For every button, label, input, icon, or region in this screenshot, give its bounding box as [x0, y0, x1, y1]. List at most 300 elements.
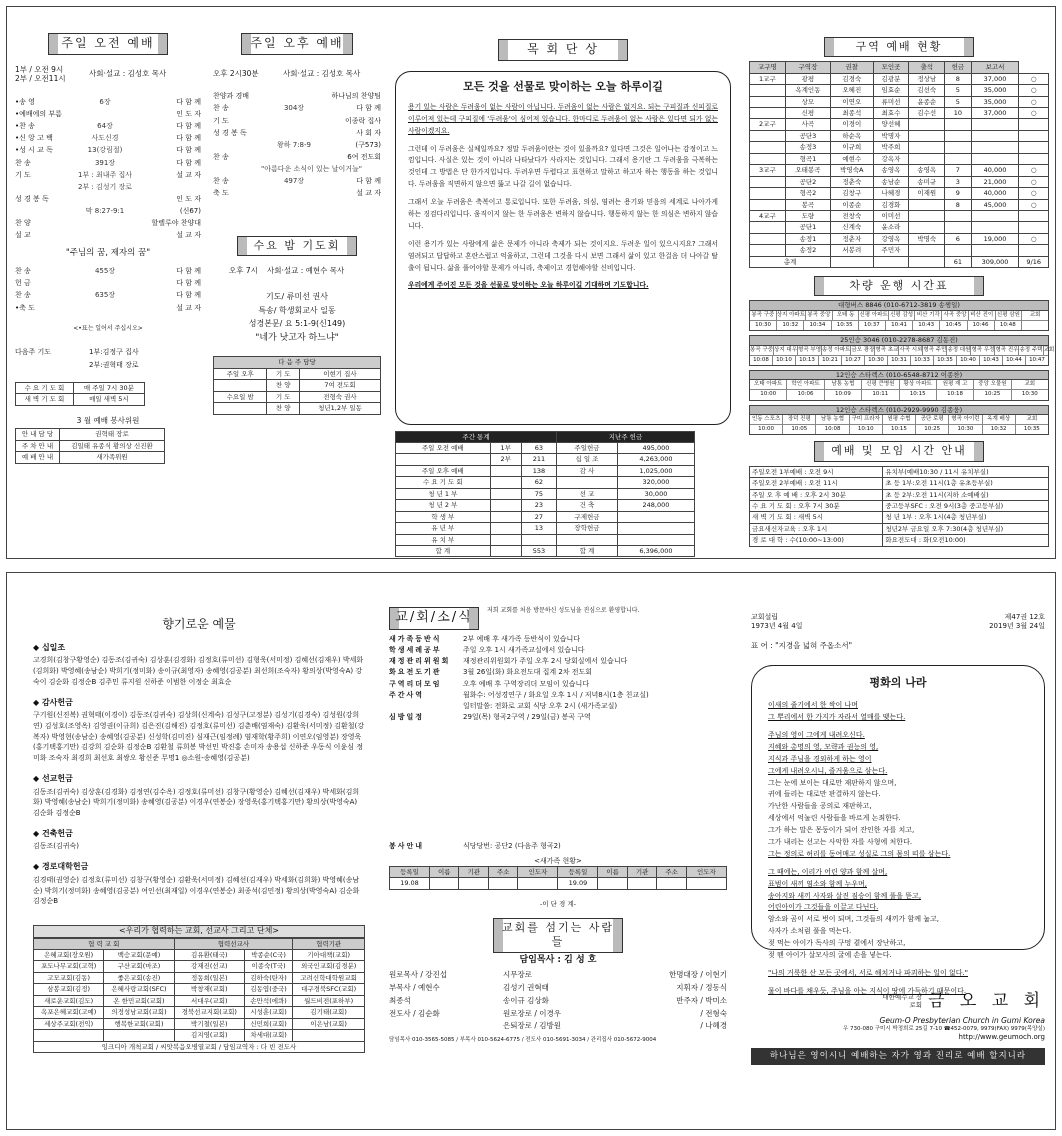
- district-row-cell: [971, 142, 1019, 153]
- partner-row: [34, 1018, 365, 1029]
- district-row: [750, 199, 1049, 210]
- stats-row: [396, 443, 695, 454]
- district-row-cell: 하순옥: [831, 130, 874, 141]
- bus-stop: 봉곡 구중: [750, 346, 774, 355]
- stats-row-cell: 주일 오후 예배: [396, 465, 491, 476]
- bus-time: 10:21: [819, 356, 842, 365]
- news-item-text: 29일(목) 형곡2구역 / 29일(금) 봉곡 구역: [463, 713, 591, 722]
- worship-order-item: [15, 183, 201, 192]
- founded-date: 1973년 4월 4일: [751, 622, 803, 631]
- district-row-cell: 4교구: [750, 210, 786, 221]
- duty-row-cell: 기 도: [267, 368, 300, 379]
- duty-row-cell: 7여 전도회: [299, 380, 380, 391]
- scripture-banner: 하나님은 영이시니 예배하는 자가 영과 진리로 예배 할지니라: [751, 1048, 1045, 1065]
- guide-table: [15, 428, 165, 463]
- poem-line: 지식과 주님을 경외하게 하는 영이: [768, 754, 872, 763]
- bus-time: 10:47: [1029, 356, 1045, 363]
- district-row: [750, 73, 1049, 84]
- worship-order-item-cell: •축 도: [15, 303, 35, 312]
- next-prayer-row: [15, 361, 201, 370]
- partner-row-cell: 신민희(교회): [244, 1018, 292, 1029]
- district-row-cell: 신평: [785, 108, 830, 119]
- district-total-cell: 9/16: [1019, 256, 1049, 267]
- offering-section-title: ◆ 감사헌금: [33, 697, 73, 707]
- news-item: [389, 701, 727, 712]
- worship-order-item: [213, 141, 381, 150]
- district-row-cell: 정춘자: [831, 233, 874, 244]
- district-row: [750, 142, 1049, 153]
- district-row-cell: 나혜경: [873, 188, 909, 199]
- news-item-label: 학생세례공부: [389, 646, 442, 655]
- column-header: 헌금: [945, 62, 971, 73]
- next-prayer: [15, 348, 201, 369]
- pastor-paragraph: 용기 있는 사람은 두려움이 없는 사람이 아닙니다. 두려움이 없는 사람은 없지요. 되는 구피질과 신피질로 이루어져 있는데 구피질에 '두려움'이 심어져 있습니다. 한마디로 두려움이 없는 사람은 있다면 되가 없는 사람이겠지요.: [408, 102, 718, 135]
- district-row-cell: ○: [1019, 188, 1049, 199]
- poem-line: 주님의 영이 그에게 내려오신다.: [768, 731, 865, 740]
- news-item-label: 재정관리위원회: [389, 657, 451, 666]
- district-row-cell: 양선혜: [873, 119, 909, 130]
- new-member-cell: 19.08: [390, 878, 430, 889]
- bus-stop: 남통 농협: [816, 415, 849, 424]
- bus-time: 10:34: [804, 321, 831, 330]
- poem-line: 이새의 줄기에서 한 싹이 나며: [768, 701, 859, 710]
- bus-time: 10:35: [934, 356, 957, 365]
- staff-row: [389, 1021, 727, 1031]
- district-total-cell: 309,000: [971, 256, 1019, 267]
- stats-row-cell: [557, 534, 618, 545]
- duty-row: [214, 391, 381, 402]
- district-row-cell: [971, 130, 1019, 141]
- district-row-cell: [750, 233, 786, 244]
- staff-cell: 한명대장 / 이현기: [668, 970, 727, 980]
- stats-row: [396, 477, 695, 488]
- bus-stop: 금오 광장: [851, 346, 875, 355]
- district-row-cell: 8: [945, 73, 971, 84]
- worship-order-item-cell: 헌 금: [15, 279, 31, 288]
- bus-route: [749, 405, 1049, 436]
- stats-row-cell: 62: [521, 477, 556, 488]
- bus-stop: 형곡 아이런: [949, 415, 982, 424]
- district-row-cell: [909, 222, 945, 233]
- worship-order-item: [15, 146, 201, 155]
- bus-stop: 봉곡 중앙: [806, 311, 833, 320]
- worship-order-item-cell: [63, 219, 147, 228]
- staff-cell: 부목사 / 예현수: [389, 983, 440, 993]
- partner-row-cell: 월드비전(포하부): [293, 995, 365, 1006]
- founded-label: 교회설립: [751, 613, 779, 621]
- duty-row-cell: 청년1,2부 일동: [299, 403, 380, 414]
- afternoon-time: 오후 2시30분: [213, 68, 259, 78]
- bus-time: 10:05: [783, 425, 816, 434]
- partner-row-cell: 김지영(교회): [174, 1030, 244, 1041]
- district-row-cell: 40,000: [971, 188, 1019, 199]
- district-row-cell: 박주희: [873, 142, 909, 153]
- bus-stop: 상지 아파트: [777, 311, 806, 320]
- district-row-cell: [945, 153, 971, 164]
- meeting-row-cell: 금요새신자교육 : 오후 1시: [750, 523, 883, 534]
- worship-order-item-cell: 설 교 자: [356, 189, 381, 198]
- district-row-cell: [1019, 130, 1049, 141]
- partner-row-cell: 좋은교회(송진): [104, 972, 174, 983]
- morning-order-list: [15, 98, 201, 240]
- duty-row-cell: [214, 380, 267, 391]
- worship-order-item-cell: •찬 송: [15, 122, 35, 131]
- district-row-cell: 김선숙: [909, 85, 945, 96]
- bus-time: 10:06: [787, 390, 824, 399]
- worship-order-item-cell: 막 8:27-9:1: [85, 206, 125, 215]
- stats-row: [396, 545, 695, 556]
- bus-time: 10:33: [911, 356, 934, 365]
- news-item-text: 주일 오후 1시 새가족교실에서 있습니다: [463, 646, 585, 655]
- stats-row-cell: [490, 511, 521, 522]
- poem-line: 그는 정의로 허리를 동여매고 성실로 그의 몸의 띠를 삼는다.: [768, 849, 951, 858]
- worship-order-item-cell: 찬 송: [15, 158, 31, 167]
- stats-row-cell: [396, 454, 491, 465]
- staff-list: [389, 970, 727, 1031]
- bus-time: 10:45: [940, 321, 967, 330]
- partner-row-cell: 이종숙(T국): [244, 961, 292, 972]
- district-row: [750, 222, 1049, 233]
- meeting-row-cell: 유치부(예배10:30 / 11시 유치부실): [883, 466, 1049, 477]
- stats-row-cell: 장학헌금: [557, 523, 618, 534]
- worship-order-item-cell: 사 회 자: [356, 128, 381, 137]
- bus-time: 10:35: [1023, 426, 1040, 433]
- news-item-label: 새가족등반식: [389, 634, 442, 643]
- partner-row-cell: 행복한교회(교회): [104, 1018, 174, 1029]
- district-row-cell: 김광분: [873, 73, 909, 84]
- district-row-cell: 전창숙: [831, 210, 874, 221]
- worship-order-item: [15, 219, 201, 228]
- guide-row-cell: 예 배 안 내: [16, 452, 60, 463]
- guide-row-cell: 권혁태 장로: [60, 429, 165, 440]
- staff-cell: 최종석: [389, 995, 411, 1005]
- partner-row-cell: [293, 1030, 365, 1041]
- district-row: [750, 96, 1049, 107]
- worship-order-item-cell: 찬 송: [213, 152, 229, 161]
- district-row-cell: 윤종순: [909, 96, 945, 107]
- worship-order-item: [213, 189, 381, 198]
- stats-row: [396, 511, 695, 522]
- district-row-cell: 서봉려: [831, 245, 874, 256]
- new-member-cell: [459, 878, 488, 889]
- bus-times: [750, 355, 1048, 365]
- district-row-cell: 10: [945, 108, 971, 119]
- bus-time: 10:35: [832, 321, 859, 330]
- column-header: 등록일: [558, 866, 598, 877]
- district-row-cell: ○: [1019, 199, 1049, 210]
- stats-row-cell: [617, 534, 694, 545]
- news-intro: 저희 교회를 처음 방문하신 성도님을 진심으로 환영합니다.: [487, 607, 640, 614]
- column-header: 기관: [459, 866, 488, 877]
- offering-names: 김동조(김귀숙): [33, 842, 80, 851]
- partner-row-cell: 대구경북SFC(교회): [293, 984, 365, 995]
- poem-line: 그가 내리는 선고는 사악한 자를 사형에 처한다.: [768, 838, 913, 847]
- poem-line: 어린아이가 그것들을 이끌고 다닌다.: [768, 903, 879, 912]
- district-row-cell: 공단1: [785, 222, 830, 233]
- news-item-label: 구역리더모임: [389, 679, 442, 688]
- district-row-cell: [750, 199, 786, 210]
- partner-row-cell: 온 한민교회(교회): [104, 995, 174, 1006]
- bus-stops: [750, 311, 1048, 320]
- meeting-row-cell: 새 벽 기 도 회 : 새벽 5시: [750, 512, 883, 523]
- offering-section-title: ◆ 십일조: [33, 642, 66, 652]
- staff-cell: / 나혜경: [700, 1021, 727, 1031]
- news-item-text: 월화수: 어성경연구 / 화요일 오후 1시 / 저녁8시(1층 친교실): [463, 690, 649, 699]
- stats-row-cell: 유 년 부: [396, 523, 491, 534]
- duty-row-cell: 수요일 밤: [214, 391, 267, 402]
- district-row-cell: 7: [945, 165, 971, 176]
- worship-order-item-cell: [213, 165, 257, 174]
- district-row-cell: [945, 210, 971, 221]
- partner-row-cell: 김유환(태국): [174, 950, 244, 961]
- partner-table: [33, 938, 365, 1053]
- bus-time: [1022, 321, 1048, 330]
- staff-cell: / 전형숙: [700, 1008, 727, 1018]
- offering-sections: [33, 643, 365, 908]
- worship-order-item-cell: [63, 195, 147, 204]
- new-members-table: [389, 866, 727, 890]
- morning-presider: 사회·설교 : 김성호 목사: [89, 68, 167, 78]
- new-member-cell: [488, 878, 517, 889]
- district-row-cell: 사곡: [785, 119, 830, 130]
- stats-row-cell: 320,000: [617, 477, 694, 488]
- wednesday-presider: 사회·설교 : 예현수 목사: [267, 266, 345, 276]
- worship-order-item-cell: 64장: [97, 122, 113, 131]
- district-row-cell: 이연오: [831, 96, 874, 107]
- district-row-cell: 오혜진: [831, 85, 874, 96]
- new-member-cell: 19.09: [558, 878, 598, 889]
- new-member-cell: [430, 878, 459, 889]
- partner-row-cell: 외국인교회(김경분): [293, 961, 365, 972]
- district-row-cell: 이규희: [831, 142, 874, 153]
- district-row: [750, 233, 1049, 244]
- column-header: 등록일: [390, 866, 430, 877]
- offering-names: 고경희(김창구황영순) 김동조(김귀숙) 김상훈(김경화) 김정호(류미선) 김형욱(서미정) 김혜선(김재우) 박세화(김희화) 박영혜(송남순) 박희기(정미화) 송이규(최영자) 송혜영(김공분) 최선희(조숙자) 황의상(박영숙A) 강숙이 김순화 김정순B 김주민 류지원 신하준 이범한 이정순 최효순: [33, 655, 364, 686]
- bus-times: [750, 424, 1048, 434]
- meeting-row-cell: 수 요 기 도 회 : 오후 7시 30분: [750, 500, 883, 511]
- stats-row-cell: 63: [521, 443, 556, 454]
- new-member-cell: [657, 878, 686, 889]
- senior-pastor: 담임목사 : 김 성 호: [519, 954, 597, 965]
- meeting-row: [750, 466, 1049, 477]
- worship-order-item: [15, 159, 201, 168]
- stats-row: [396, 523, 695, 534]
- news-item: [389, 690, 727, 701]
- duty-row-cell: 주일 오후: [214, 368, 267, 379]
- afternoon-worship: [205, 7, 387, 558]
- partner-row-cell: 백승교회(문예): [104, 950, 174, 961]
- column-header: 출석: [909, 62, 945, 73]
- worship-order-item-cell: 찬 송: [15, 267, 31, 276]
- district-row: [750, 108, 1049, 119]
- column-header: 협 력 교 회: [34, 938, 175, 949]
- worship-order-item-cell: 이종락 집사: [344, 116, 381, 125]
- guide-row: [16, 440, 165, 451]
- worship-order-item: [213, 117, 381, 126]
- district-row-cell: 박명숙: [909, 233, 945, 244]
- poem-line: 귀에 들리는 대로만 판결하지 않는다.: [768, 790, 881, 799]
- worship-order-item-cell: 설 교 자: [176, 170, 201, 179]
- district-row-cell: [945, 222, 971, 233]
- meeting-row: [750, 523, 1049, 534]
- stats-row-cell: 주일 오전 예배: [396, 443, 491, 454]
- bus-stop: 황상 아파트: [900, 380, 937, 389]
- column-header: 인도자: [518, 866, 558, 877]
- worship-order-item-cell: •성 시 교 독: [15, 146, 53, 155]
- prayer-meeting-row-cell: 새 벽 기 도 회: [16, 394, 74, 405]
- offering-names: 김동조(김귀숙) 김상훈(김경화) 김정연(김수옥) 김정호(류미선) 김창구(황영순) 김혜선(김재우) 박세화(김희화) 박영혜(송남순) 박희기(정미화) 송혜영(김공분) 이경우(연봉순) 장영욱(홍기택홍기만) 황의상(박영숙A) 김순화 김정순B: [33, 787, 360, 818]
- news-item: [389, 634, 727, 645]
- stats-row-cell: 75: [521, 488, 556, 499]
- offering-names: 김경태(권영순) 김정호(류미선) 김창구(황영순) 김환욱(서미정) 김혜선(김재우) 박세화(김희화) 박영혜(송남순) 박희기(정미화) 송혜영(김공분) 여인선(최재일) 이경우(연봉순) 최종석(김민정) 황의상(박영숙A) 김순화 김정순B: [33, 875, 360, 906]
- stats-row: [396, 500, 695, 511]
- column-header: 모인곳: [873, 62, 909, 73]
- church-website[interactable]: http://www.geumoch.org: [958, 1032, 1045, 1041]
- district-row-cell: [1019, 153, 1049, 164]
- worship-order-item: [213, 177, 381, 186]
- worship-order-item: [15, 304, 201, 313]
- bus-stop: 남통 농협: [825, 380, 862, 389]
- district-row-cell: 9: [945, 188, 971, 199]
- church-english-name: Geum-O Presbyterian Church in Gumi Korea: [879, 1016, 1045, 1026]
- poem-line: 가난한 사람들을 공의로 재판하고,: [768, 802, 872, 811]
- wednesday-program: [213, 290, 381, 346]
- district-row-cell: ○: [1019, 96, 1049, 107]
- guide-row-cell: 김일태 유종식 황의상 신진환: [60, 440, 165, 451]
- new-members-title: <새가족 현황>: [534, 856, 582, 865]
- district-row-cell: ○: [1019, 165, 1049, 176]
- next-prayer-label: [15, 361, 85, 370]
- worship-order-item-cell: 다 함 께: [176, 134, 201, 143]
- stats-row-cell: [490, 545, 521, 556]
- offering-section-title: ◆ 경로대학헌금: [33, 862, 89, 872]
- wednesday-sermon-title: "네가 낫고자 하느냐": [255, 333, 339, 344]
- bus-stop: 장덕 진평: [783, 415, 816, 424]
- partner-row-cell: 삼봉교회(김정): [34, 984, 104, 995]
- partner-row-cell: 정동희(일본): [174, 972, 244, 983]
- district-row-cell: 최종석: [831, 108, 874, 119]
- stats-row-cell: [617, 511, 694, 522]
- guide-title: 3 월 예배 봉사위원: [76, 415, 140, 425]
- poem-line: 지혜와 총명의 영, 모략과 권능의 영,: [768, 742, 879, 751]
- wednesday-scripture: 성경본문/ 요 5:1-9(신149): [248, 319, 346, 329]
- district-row-cell: ○: [1019, 176, 1049, 187]
- bus-time: 10:13: [796, 356, 819, 365]
- worship-order-item-cell: 기 도: [213, 116, 229, 125]
- stats-row-cell: 1부: [490, 443, 521, 454]
- bus-stop: 사곡 시외: [899, 346, 923, 355]
- stats-row-cell: 1,025,000: [617, 465, 694, 476]
- partner-row-cell: 서대우(교회): [174, 995, 244, 1006]
- district-row-cell: 송정3: [785, 142, 830, 153]
- district-row-cell: [909, 245, 945, 256]
- partner-row-cell: 박창재(교회): [174, 984, 244, 995]
- worship-order-item: [15, 134, 201, 143]
- prayer-meetings-table: [15, 382, 145, 406]
- district-row-cell: [1019, 245, 1049, 256]
- bus-time: 10:10: [773, 356, 796, 365]
- district-row-cell: [750, 176, 786, 187]
- next-prayer-row: [15, 348, 201, 357]
- weekly-stats-title: 주간 통계: [396, 431, 557, 442]
- bus-route-name: 25인승 3046 (010-2278-8687 김동진): [750, 336, 1048, 345]
- stats-row-cell: [490, 500, 521, 511]
- meeting-row: [750, 478, 1049, 489]
- worship-order-item: [213, 104, 381, 113]
- bus-times: [750, 389, 1048, 399]
- bus-stop: 송정 아파트: [822, 346, 851, 355]
- poem-line: 표범이 새끼 염소와 함께 누우며,: [768, 879, 868, 888]
- bulletin-outer-sheet: [6, 572, 1056, 1130]
- meeting-row-cell: 청년2부 금요일 오후 7:30(4층 청년부실): [883, 523, 1049, 534]
- worship-order-item-cell: [151, 183, 201, 192]
- worship-order-item-cell: 찬 송: [213, 177, 229, 185]
- stats-row-cell: 합 계: [396, 545, 491, 556]
- partner-row-cell: 세상주교회(전익): [34, 1018, 104, 1029]
- bus-time: 10:46: [968, 321, 995, 330]
- poem-title: 평화의 나라: [869, 675, 927, 689]
- offering-stats-title: 지난주 헌금: [557, 431, 695, 442]
- worship-order-item-cell: •예배에의 부름: [15, 110, 62, 119]
- stats-row-cell: [490, 477, 521, 488]
- poem-line: 그에게 내려오시니, 즐거움으로 삼는다.: [768, 766, 888, 775]
- bus-stop: 봉곡 구중: [750, 311, 777, 320]
- prayer-note: -이 단 경 계-: [539, 899, 576, 908]
- bus-stop: 학인 아파트: [787, 380, 824, 389]
- district-row-cell: [1019, 142, 1049, 153]
- stats-row-cell: [557, 477, 618, 488]
- worship-order-item: [213, 92, 381, 101]
- district-row-cell: 주민자: [873, 245, 909, 256]
- partner-row-cell: 구산교회(마조): [104, 961, 174, 972]
- bus-stop: 원평 수협: [883, 415, 916, 424]
- bus-route-name: 12인승 스타렉스 (010-2929-9990 김종웅): [750, 406, 1048, 415]
- district-row-cell: [750, 96, 786, 107]
- district-total-cell: [831, 256, 874, 267]
- district-row-cell: [750, 153, 786, 164]
- news-item-text: 일터말씀: 전화로 교회 식당 오후 2시 (새가족교실): [463, 702, 618, 711]
- weekly-stats-table: [395, 431, 695, 558]
- meeting-title: 예배 및 모임 시간 안내: [814, 441, 984, 461]
- partner-row-cell: [104, 1030, 174, 1041]
- bus-times: [750, 320, 1048, 330]
- bus-time: 10:15: [883, 425, 916, 434]
- pastor-paragraph: 그래서 오늘 두려움은 축복이고 통로입니다. 또한 두려움, 의심, 염려는 용기와 믿음의 세계로 나아가게 하는 징검다리입니다. 움직이지 않는 한 두려움은 변하지 않습니다. 행동하지 않는 한 의심은 변하지 않습니다.: [408, 198, 718, 230]
- district-row-cell: [971, 153, 1019, 164]
- guide-row-cell: 새가족위원: [60, 452, 165, 463]
- afternoon-worship-title: 주일 오후 예배: [241, 33, 353, 55]
- worship-order-item-cell: 635장: [94, 291, 116, 300]
- worship-order-item: [15, 195, 201, 204]
- morning-lead: [15, 65, 201, 85]
- church-motto: 표 어 : "지경을 넓혀 주옵소서": [751, 641, 853, 651]
- worship-order-item-cell: 인 도 자: [176, 194, 201, 203]
- meeting-row: [750, 500, 1049, 511]
- worship-order-item-cell: 다 함 께: [176, 267, 201, 276]
- stats-row: [396, 488, 695, 499]
- district-row-cell: [750, 108, 786, 119]
- worship-order-item-cell: 찬 송: [213, 104, 229, 113]
- stats-row-cell: 27: [521, 511, 556, 522]
- district-row-cell: 21,000: [971, 176, 1019, 187]
- partner-row: [34, 984, 365, 995]
- bus-stop: 사곡 중앙: [942, 311, 969, 320]
- district-row-cell: [909, 119, 945, 130]
- district-row-cell: 송영옥: [909, 165, 945, 176]
- stats-row-cell: 6,396,000: [617, 545, 694, 556]
- stats-row-cell: [490, 465, 521, 476]
- prayer-meeting-row: [16, 394, 145, 405]
